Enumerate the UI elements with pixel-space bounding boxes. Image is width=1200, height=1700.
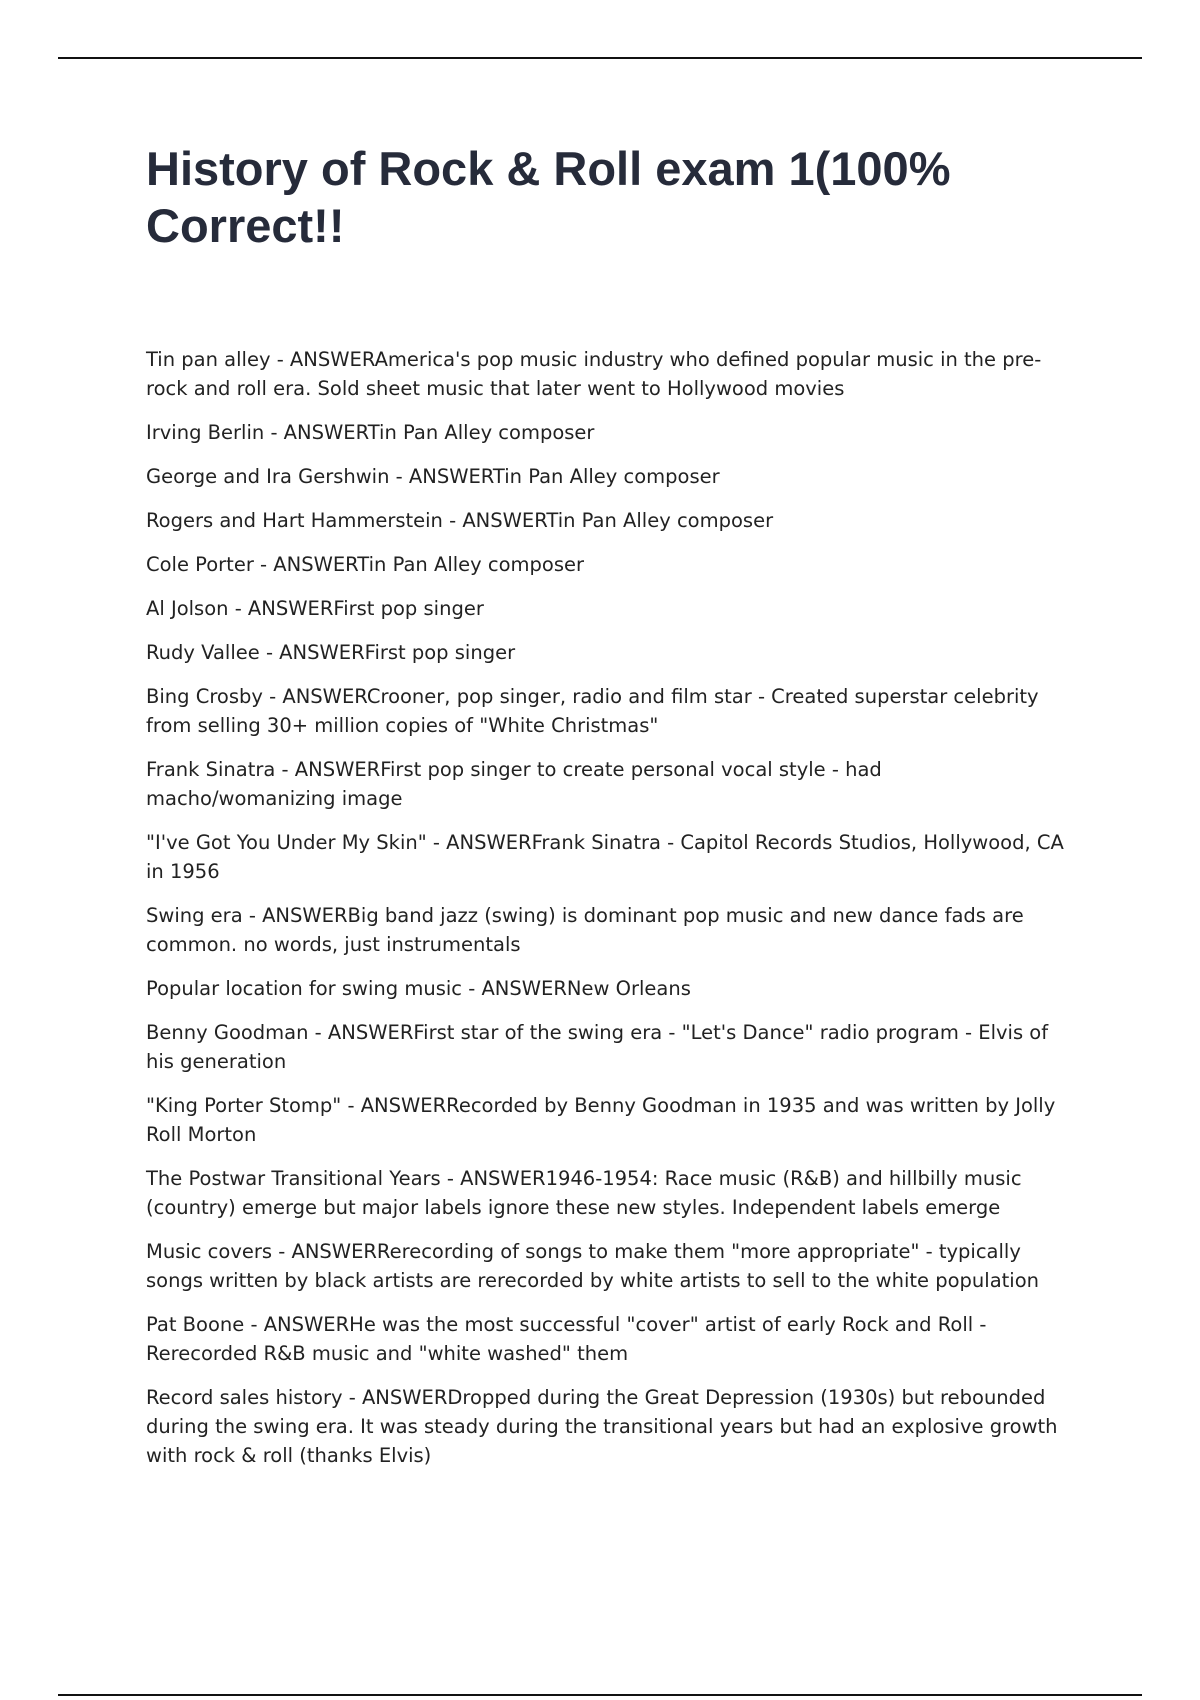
qa-entry: Pat Boone - ANSWERHe was the most successful "cover" artist of early Rock and Roll - Rerecorded R&B music and "white washed" them [146, 1313, 987, 1365]
qa-list [146, 345, 1066, 1470]
qa-entry: Rudy Vallee - ANSWERFirst pop singer [146, 641, 516, 664]
qa-entry: The Postwar Transitional Years - ANSWER1946-1954: Race music (R&B) and hillbilly music (country) emerge but major labels ignore these new styles. Independent labels emerge [146, 1167, 1022, 1219]
qa-entry: "King Porter Stomp" - ANSWERRecorded by Benny Goodman in 1935 and was written by Jolly Roll Morton [146, 1094, 1056, 1146]
qa-entry: Benny Goodman - ANSWERFirst star of the swing era - "Let's Dance" radio program - Elvis of his generation [146, 1021, 1049, 1073]
qa-entry: Tin pan alley - ANSWERAmerica's pop music industry who defined popular music in the pre-rock and roll era. Sold sheet music that later went to Hollywood movies [146, 348, 1042, 400]
header-rule [58, 57, 1142, 59]
qa-entry: George and Ira Gershwin - ANSWERTin Pan Alley composer [146, 465, 720, 488]
qa-entry: Swing era - ANSWERBig band jazz (swing) is dominant pop music and new dance fads are common. no words, just instrumentals [146, 904, 1024, 956]
qa-entry: Irving Berlin - ANSWERTin Pan Alley composer [146, 421, 595, 444]
footer-rule [58, 1694, 1142, 1696]
qa-entry: Al Jolson - ANSWERFirst pop singer [146, 597, 484, 620]
document-title: History of Rock & Roll exam 1(100% Correct!! [146, 142, 951, 252]
qa-entry: Record sales history - ANSWERDropped during the Great Depression (1930s) but rebounded during the swing era. It was steady during the transitional years but had an explosive growth with rock & roll (thanks Elvis) [146, 1386, 1058, 1467]
qa-entry: Frank Sinatra - ANSWERFirst pop singer to create personal vocal style - had macho/womanizing image [146, 758, 882, 810]
qa-entry: Music covers - ANSWERRerecording of songs to make them "more appropriate" - typically songs written by black artists are rerecorded by white artists to sell to the white population [146, 1240, 1040, 1292]
qa-entry: Cole Porter - ANSWERTin Pan Alley composer [146, 553, 585, 576]
qa-entry: "I've Got You Under My Skin" - ANSWERFrank Sinatra - Capitol Records Studios, Hollywood, CA in 1956 [146, 831, 1064, 883]
qa-entry: Bing Crosby - ANSWERCrooner, pop singer, radio and film star - Created superstar celebrity from selling 30+ million copies of "White Christmas" [146, 685, 1039, 737]
qa-entry: Popular location for swing music - ANSWERNew Orleans [146, 977, 691, 1000]
qa-entry: Rogers and Hart Hammerstein - ANSWERTin Pan Alley composer [146, 509, 774, 532]
document-body [146, 140, 1066, 1485]
